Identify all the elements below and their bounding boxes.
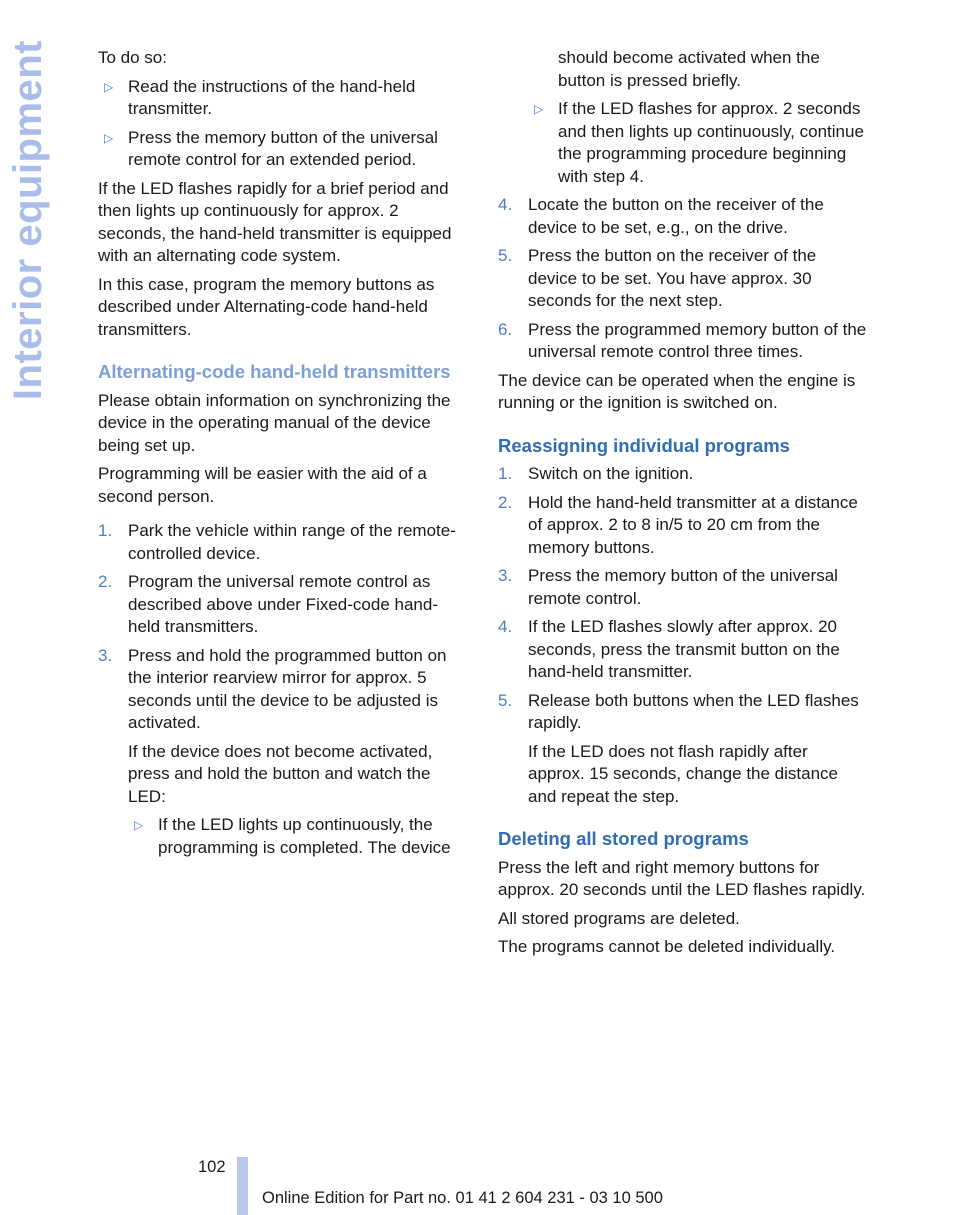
numbered-step: 6. Press the programmed memory button of the universal remote control three times.: [498, 319, 867, 361]
triangle-bullet-icon: ▷: [104, 130, 114, 145]
list-item: ▷ If the LED flashes for approx. 2 seconds and then lights up continuously, continue the programming procedure beginning with step 4.: [534, 99, 864, 186]
step-note: If the LED does not flash rapidly after approx. 15 seconds, change the distance and repeat the step.: [528, 741, 838, 806]
paragraph: In this case, program the memory buttons as described under Alternating-code hand-held transmitters.: [98, 274, 435, 339]
numbered-step: 2. Hold the hand-held transmitter at a distance of approx. 2 to 8 in/5 to 20 cm from the memory buttons.: [498, 492, 858, 557]
page-number: 102: [198, 1158, 226, 1176]
section-heading: Reassigning individual programs: [498, 434, 790, 456]
paragraph: Programming will be easier with the aid of a second person.: [98, 464, 427, 506]
paragraph: The programs cannot be deleted individually.: [498, 937, 836, 956]
numbered-step: 4. If the LED flashes slowly after approx. 20 seconds, press the transmit button on the hand-held transmitter.: [498, 617, 840, 681]
edition-footer: Online Edition for Part no. 01 41 2 604 231 - 03 10 500: [262, 1189, 663, 1207]
footer-bar: [237, 1157, 248, 1215]
numbered-step: 3. Press and hold the programmed button on the interior rearview mirror for approx. 5 seconds until the device to be adjusted is activated.: [98, 645, 447, 732]
paragraph: The device can be operated when the engine is running or the ignition is switched on.: [498, 370, 856, 412]
paragraph: Please obtain information on synchronizing the device in the operating manual of the device being set up.: [98, 390, 451, 455]
step-note: If the device does not become activated, press and hold the button and watch the LED:: [128, 741, 433, 806]
numbered-step: 1. Switch on the ignition.: [498, 464, 694, 483]
section-side-title: [0, 39, 58, 401]
list-item: ▷ Read the instructions of the hand-held transmitter.: [104, 76, 416, 118]
continued-text: should become activated when the button is pressed briefly.: [558, 48, 820, 90]
triangle-bullet-icon: ▷: [534, 102, 544, 116]
right-column: [498, 47, 868, 965]
list-item: ▷ Press the memory button of the universal remote control for an extended period.: [104, 127, 438, 169]
section-heading: Deleting all stored programs: [498, 828, 749, 849]
paragraph: All stored programs are deleted.: [498, 908, 740, 928]
triangle-bullet-icon: ▷: [104, 79, 114, 94]
paragraph: Press the left and right memory buttons for approx. 20 seconds until the LED flashes rapidly.: [498, 857, 866, 899]
list-item: ▷ If the LED lights up continuously, the programming is completed. The device: [134, 815, 451, 857]
numbered-step: 3. Press the memory button of the universal remote control.: [498, 566, 838, 608]
intro-text: To do so:: [98, 48, 167, 67]
section-heading: Alternating-code hand-held transmitters: [98, 361, 451, 382]
section-title-text: Interior equipment: [5, 39, 50, 401]
numbered-step: 1. Park the vehicle within range of the remote-controlled device.: [98, 521, 456, 563]
left-column: [98, 47, 468, 865]
paragraph: If the LED flashes rapidly for a brief period and then lights up continuously for approx. 2 seconds, the hand-held transmitter is equipped with an alternating code system.: [98, 178, 452, 265]
numbered-step: 2. Program the universal remote control as described above under Fixed-code hand-held transmitters.: [98, 572, 438, 636]
numbered-step: 5. Release both buttons when the LED flashes rapidly.: [498, 690, 859, 732]
numbered-step: 5. Press the button on the receiver of the device to be set. You have approx. 30 seconds for the next step.: [498, 246, 817, 310]
triangle-bullet-icon: ▷: [134, 818, 144, 832]
numbered-step: 4. Locate the button on the receiver of the device to be set, e.g., on the drive.: [498, 195, 824, 237]
